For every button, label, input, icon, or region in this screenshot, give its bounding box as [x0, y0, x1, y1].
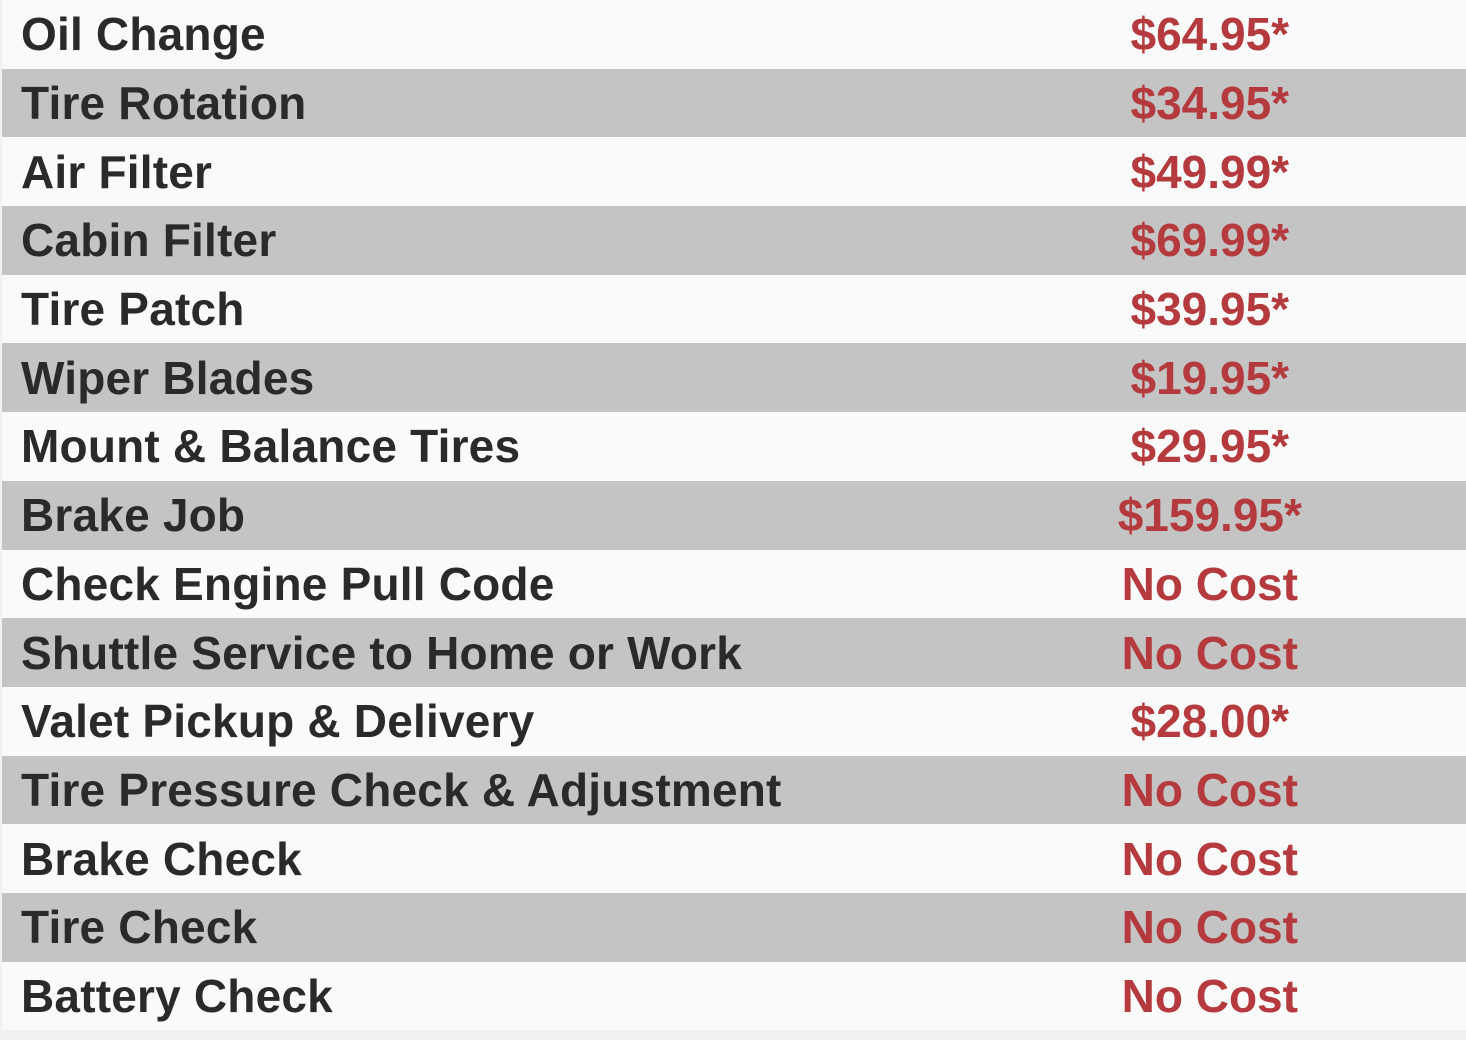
table-row — [2, 824, 1466, 893]
table-row — [2, 412, 1466, 481]
table-row — [2, 550, 1466, 619]
service-price: $64.95* — [1130, 8, 1290, 61]
table-row — [2, 343, 1466, 412]
service-name: Shuttle Service to Home or Work — [21, 626, 743, 679]
table-row — [2, 69, 1466, 138]
table-row — [2, 893, 1466, 962]
table-row — [2, 137, 1466, 206]
service-name: Check Engine Pull Code — [21, 557, 555, 610]
service-price: No Cost — [1121, 832, 1298, 885]
service-price: No Cost — [1121, 901, 1298, 954]
service-price: $29.95* — [1130, 420, 1290, 473]
service-name: Tire Pressure Check & Adjustment — [21, 763, 782, 816]
service-price: $39.95* — [1130, 283, 1290, 336]
service-name: Valet Pickup & Delivery — [21, 695, 535, 748]
service-name: Wiper Blades — [21, 351, 315, 404]
service-price: $159.95* — [1117, 489, 1302, 542]
table-row — [2, 618, 1466, 687]
table-row — [2, 206, 1466, 275]
service-price: $69.99* — [1130, 214, 1290, 267]
table-row — [2, 275, 1466, 344]
table-row — [2, 962, 1466, 1031]
service-name: Oil Change — [21, 8, 266, 61]
service-price: No Cost — [1121, 763, 1298, 816]
service-price: $28.00* — [1130, 695, 1290, 748]
service-name: Tire Patch — [21, 283, 245, 336]
service-name: Tire Rotation — [21, 77, 307, 130]
service-price: No Cost — [1121, 969, 1298, 1022]
service-price-table — [2, 0, 1466, 1030]
service-name: Brake Job — [21, 489, 246, 542]
service-name: Tire Check — [21, 901, 258, 954]
service-name: Battery Check — [21, 969, 333, 1022]
service-price: No Cost — [1121, 626, 1298, 679]
service-name: Cabin Filter — [21, 214, 277, 267]
table-row — [2, 687, 1466, 756]
service-price: $49.99* — [1130, 145, 1290, 198]
service-price: $34.95* — [1130, 77, 1290, 130]
service-name: Brake Check — [21, 832, 302, 885]
service-price: No Cost — [1121, 557, 1298, 610]
service-name: Mount & Balance Tires — [21, 420, 521, 473]
service-price: $19.95* — [1130, 351, 1290, 404]
table-row — [2, 756, 1466, 825]
service-name: Air Filter — [21, 145, 213, 198]
table-row — [2, 481, 1466, 550]
table-row — [2, 0, 1466, 69]
